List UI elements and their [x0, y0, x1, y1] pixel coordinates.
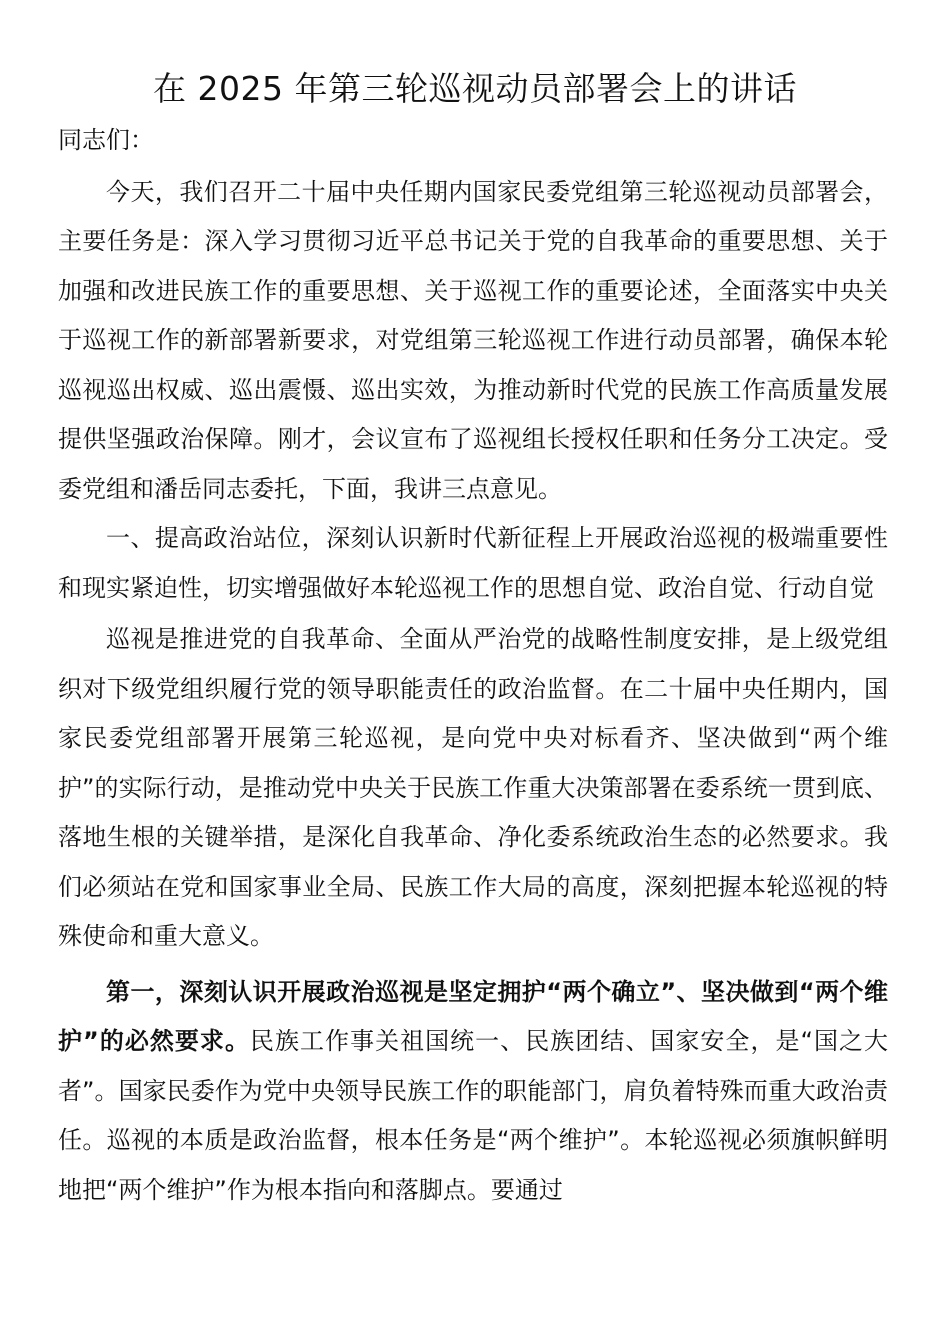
section-heading-1: 一、提高政治站位，深刻认识新时代新征程上开展政治巡视的极端重要性和现实紧迫性，切实增强做好本轮巡视工作的思想自觉、政治自觉、行动自觉: [58, 524, 888, 602]
first-point-text: 民族工作事关祖国统一、民族团结、国家安全，是“国之大者”。国家民委作为党中央领导民族工作的职能部门，肩负着特殊而重大政治责任。巡视的本质是政治监督，根本任务是“两个维护”。本轮巡视必须旗帜鲜明地把“两个维护”作为根本指向和落脚点。要通过: [58, 1027, 888, 1204]
paragraph-intro: 今天，我们召开二十届中央任期内国家民委党组第三轮巡视动员部署会，主要任务是：深入学习贯彻习近平总书记关于党的自我革命的重要思想、关于加强和改进民族工作的重要思想、关于巡视工作的重要论述，全面落实中央关于巡视工作的新部署新要求，对党组第三轮巡视工作进行动员部署，确保本轮巡视巡出权威、巡出震慑、巡出实效，为推动新时代党的民族工作高质量发展提供坚强政治保障。刚才，会议宣布了巡视组长授权任职和任务分工决定。受委党组和潘岳同志委托，下面，我讲三点意见。: [58, 177, 888, 503]
document-title: 在 2025 年第三轮巡视动员部署会上的讲话: [153, 69, 797, 108]
paragraph-first-point: [58, 968, 888, 1216]
salutation: 同志们：: [58, 126, 154, 154]
paragraph-inspection-significance: 巡视是推进党的自我革命、全面从严治党的战略性制度安排，是上级党组织对下级党组织履行党的领导职能责任的政治监督。在二十届中央任期内，国家民委党组部署开展第三轮巡视，是向党中央对标看齐、坚决做到“两个维护”的实际行动，是推动党中央关于民族工作重大决策部署在委系统一贯到底、落地生根的关键举措，是深化自我革命、净化委系统政治生态的必然要求。我们必须站在党和国家事业全局、民族工作大局的高度，深刻把握本轮巡视的特殊使命和重大意义。: [58, 625, 888, 950]
document-body: [58, 116, 888, 1215]
first-point-lead: 第一，深刻认识开展政治巡视是坚定拥护“两个确立”、坚决做到“两个维护”的必然要求。: [58, 977, 888, 1055]
